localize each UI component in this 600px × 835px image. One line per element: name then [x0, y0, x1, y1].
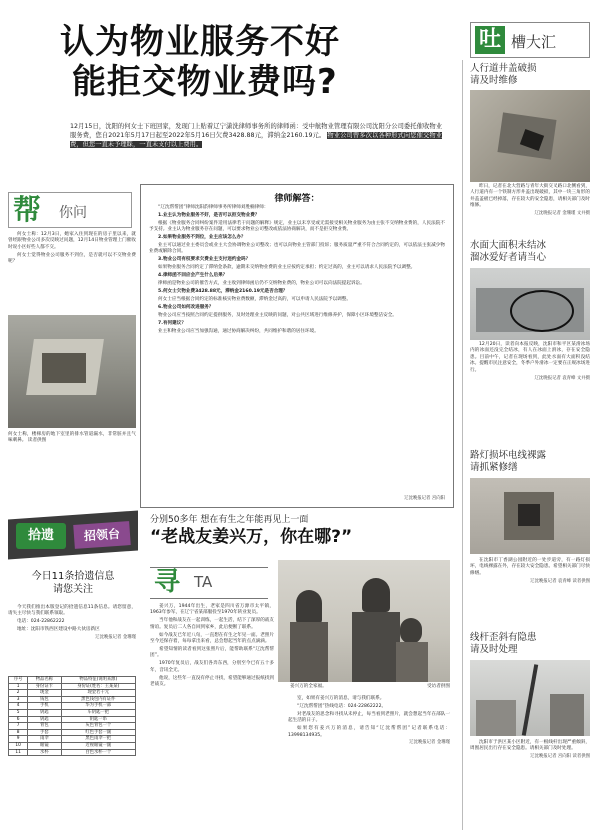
lawyer-q7: 7.有何建议？ [158, 320, 186, 326]
lawyer-a3: 如果物业服务合同约定了滞纳金条款，逾期未交纳物业费的业主应按约定承担；约定过高的，业主可以请求人民法院予以调整。 [158, 265, 416, 271]
help-caption-credit: 读者供图 [27, 438, 47, 444]
table-row [9, 703, 136, 710]
table-cell: 手套 [28, 729, 61, 736]
lost-table-wrap [8, 676, 136, 756]
right-item-4-title: 线杆歪斜有隐患 请及时处理 [470, 632, 537, 655]
table-cell: 眼镜 [28, 742, 61, 749]
lawyer-a7: 业主和物业公司应当加强沟通，通过协商解决纠纷，共同维护和谐的居住环境。 [158, 328, 319, 334]
table-cell: 红色手套一副 [61, 729, 135, 736]
table-cell: 10 [9, 742, 28, 749]
headline-line2: 能拒交物业费吗? [72, 62, 338, 102]
person-3-body-shape [396, 642, 428, 682]
lost-table-header [9, 677, 136, 684]
lawyer-q1: 1.业主认为物业服务不好，是否可以拒交物业费？ [158, 212, 260, 218]
seek-label: TA [194, 573, 213, 591]
lost-col-header: 序号 [9, 677, 28, 684]
table-row [9, 696, 136, 703]
table-cell: 车钥匙一把 [61, 709, 135, 716]
seek-headline-block [150, 514, 450, 548]
seek-story-p1: 姜兴万，1944年出生，老家是四川省万源市太平镇，1963年参军，在辽宁省某部服役至1970年转业复员。 [150, 604, 274, 616]
table-cell: 身份证(姓名：王某某) [61, 683, 135, 690]
tucao-char: 吐 [475, 26, 505, 54]
lost-address: 地址：沈阳市铁西区建设中路大伙房新区 [17, 627, 100, 633]
table-cell: 手机 [28, 703, 61, 710]
lawyer-q4: 4.律师函不回应会产生什么后果？ [158, 273, 228, 279]
lost-banner-right: 招领台 [73, 521, 131, 549]
person-1-shape [296, 590, 322, 624]
lost-intro: 今天我们推出本版登记的拾遗信息11条信息。请您留意，请失主尽快与我们联系领取。 [8, 605, 136, 617]
tucao-label: 槽大汇 [511, 33, 557, 51]
table-row [9, 742, 136, 749]
bang-char: 帮 [13, 193, 42, 226]
seek-story-p3: 如今战友已年近八旬，一直想在有生之年见一面。老照片至今还保存着，每每拿出来看，总会想起当年的点点滴滴。 [150, 632, 274, 645]
seek-right-p3: 对老战友的思念和寻找从未停止，每当看到老照片，就会想起当年在部队一起生活的日子。 [288, 711, 450, 724]
family-photo-caption [290, 684, 450, 690]
right-item-4-photo [470, 660, 590, 736]
right-item-2 [470, 240, 590, 264]
lost-credit: 辽沈晚报记者 金珊瑾 [95, 635, 136, 641]
help-caption-text: 何女士称，楼梯房的地下室里的排水管道漏水，非常脏并且气味刺鼻。 [8, 432, 136, 444]
right-item-1-body: 昨日，记者在北大营路与青年大街交叉路口北侧看到，人行道内有一个铁制方形井盖出现破损，其中一块三角形的井盖盖板已经掉落，存在较大的安全隐患，请相关部门及时维修。 [470, 184, 590, 209]
table-cell: 近视眼镜一副 [61, 742, 135, 749]
table-cell: 3 [9, 696, 28, 703]
seek-credit: 辽沈晚报记者 金珊瑾 [409, 740, 450, 746]
headline-line1: 认为物业服务不好 [60, 22, 340, 62]
lawyer-q3: 3.物业公司有权要求欠费业主支付违约金吗？ [158, 257, 251, 263]
help-photo-caption [8, 432, 136, 445]
lost-subtitle: 请您关注 [53, 584, 93, 595]
person-3-shape [400, 618, 422, 644]
table-cell: 雨伞 [28, 736, 61, 743]
lawyer-text [149, 205, 445, 336]
table-cell: 4 [9, 703, 28, 710]
table-row [9, 736, 136, 743]
table-cell: 5 [9, 709, 28, 716]
lead-paragraph [70, 122, 442, 149]
bang-label: 你问 [59, 205, 87, 221]
right-item-1-photo [470, 90, 590, 182]
person-1-body-shape [290, 622, 328, 682]
seek-story-p2: 当年他和战友在一起训练，一起生活，结下了深厚的战友情谊。复员后二人各自回到家乡，此后便断了联系。 [150, 618, 274, 630]
lost-phone: 电话：024-22862222 [17, 619, 65, 625]
table-row [9, 683, 136, 690]
table-cell: 9 [9, 736, 28, 743]
main-headline [60, 22, 440, 102]
table-cell: 背包 [28, 723, 61, 730]
right-item-4-text [470, 740, 590, 761]
right-item-4-credit: 辽沈晚报记者 宫向阳 读者供图 [530, 754, 590, 760]
right-item-1-credit: 辽沈晚报记者 金珊瑾 文并摄 [534, 211, 590, 217]
column-divider [462, 60, 463, 830]
table-row [9, 749, 136, 756]
person-2-body-shape [352, 612, 400, 682]
lost-banner-left: 拾遗 [16, 523, 66, 549]
right-item-3-title: 路灯损坏电线裸露 请抓紧修缮 [470, 450, 547, 473]
table-cell: 现金 [28, 690, 61, 697]
seek-char: 寻 [154, 567, 181, 597]
lawyer-q5: 5.何女士欠物业费3428.88元，滞纳金2160.19元是否合理？ [158, 288, 288, 294]
table-cell: 身份证卡 [28, 683, 61, 690]
right-item-2-photo [470, 268, 590, 340]
family-caption-text: 姜兴万的全家福。 [290, 684, 327, 689]
seek-kicker: 分别50多年 想在有生之年能再见上一面 [150, 515, 309, 525]
right-item-2-text [470, 342, 590, 382]
table-cell: 水杯 [28, 749, 61, 756]
table-cell: 黑色钱包内有证件 [61, 696, 135, 703]
help-story-p1: 何女士称：12月3日，她家入住到现在的房子里以来，就曾经跟物业公司多次反映过问题，12月14日物业管理上门催收时说小区好些人都不交。 [8, 232, 136, 250]
table-cell: 6 [9, 716, 28, 723]
table-cell: 2 [9, 690, 28, 697]
right-item-1-text [470, 184, 590, 218]
drain-hole-shape [42, 353, 86, 383]
right-item-4 [470, 632, 590, 656]
right-item-2-body: 12月20日，读者向本报反映，沈阳市和平区某滑冰场内的冰面还没完全结冰，有人在冰面上滑冰，存在安全隐患。目前中午，记者在现场看到，此处水面有大面积没结冰。提醒市民注意安全，冬季户外滑冰一定要在正规冰场进行。 [470, 342, 590, 373]
table-cell: 钥匙一串 [61, 716, 135, 723]
table-cell: 1 [9, 683, 28, 690]
building-shape [476, 700, 516, 736]
lawyer-box [140, 184, 454, 508]
help-photo [8, 315, 136, 428]
table-cell: 8 [9, 729, 28, 736]
building-shape-2 [550, 694, 584, 736]
lost-col-header: 物品特征(说明来源) [61, 677, 135, 684]
table-cell: 现金若干元 [61, 690, 135, 697]
right-item-3-text [470, 558, 590, 585]
table-cell: 钱包 [28, 696, 61, 703]
table-cell: 华为手机一部 [61, 703, 135, 710]
table-row [9, 709, 136, 716]
right-item-1 [470, 63, 590, 87]
tucao-banner [470, 22, 590, 58]
right-item-3-credit: 辽沈晚报记者 袁青峰 读者供图 [530, 578, 590, 584]
lawyer-q6: 6.物业公司如何改进服务？ [158, 304, 214, 310]
lead-highlight: 物业公司曾多次以各种形式向您催交物业费，但您一直未予理睬，一直未支付以上费用。 [70, 132, 442, 148]
lawyer-intro: “辽沈帮帮团”律师沈阳韵律师事务所律师刘胜楠律师： [158, 205, 269, 210]
right-item-3 [470, 450, 590, 474]
lost-col-header: 物品名称 [28, 677, 61, 684]
lost-title: 今日11条拾遗信息 [31, 571, 115, 582]
seek-story-p6: 他说，这些年一直没有停止寻找，希望能够通过报纸找到老战友。 [150, 675, 274, 687]
table-row [9, 716, 136, 723]
pole-shape [522, 664, 538, 736]
seek-headline: “老战友姜兴万，你在哪?” [150, 527, 353, 547]
seek-story [150, 604, 274, 690]
seek-right-p2: “辽沈帮帮团”热线电话：024-22862222。 [297, 703, 387, 709]
table-cell: 灰色背包一个 [61, 723, 135, 730]
lawyer-a5: 何女士应当根据合同约定的标准核实物业费数额，滞纳金过高的，可以申请人民法院予以调整。 [158, 296, 351, 302]
table-row [9, 723, 136, 730]
lawyer-title: 律师解答： [274, 194, 320, 204]
lawyer-q2: 2.如果物业服务不到位，业主应该怎么办？ [158, 235, 246, 241]
lamp-opening-shape [518, 504, 540, 526]
seek-story-p5: 1970年复员后，战友们各奔东西，分别至今已有五十多年，音讯全无。 [150, 661, 274, 673]
table-cell: 11 [9, 749, 28, 756]
help-story [8, 232, 136, 267]
seek-story-p4: 希望知情的读者看到这张照片后，能帮助联系“辽沈帮帮团”。 [150, 646, 274, 659]
lawyer-a4: 律师函是物业公司的催告方式，业主收到律师函后仍不交纳物业费的，物业公司可以向法院提起诉讼。 [158, 281, 365, 287]
right-item-3-photo [470, 478, 590, 554]
lost-intro-block [8, 605, 136, 642]
table-cell: 白色水杯一个 [61, 749, 135, 756]
right-item-3-body: 在沈阳市丁香湖公园附近的一处步道旁，有一路灯损坏，电线裸露在外，存在较大安全隐患。希望相关部门尽快修缮。 [470, 558, 590, 576]
table-cell: 黑色雨伞一把 [61, 736, 135, 743]
lawyer-a2: 业主可以通过业主委员会或业主大会协调物业公司整改；也可以向物业主管部门投诉；服务质量严重不符合合同约定的，可以依法主张减少物业费或解除合同。 [149, 243, 445, 255]
family-caption-credit: 受访者供图 [427, 684, 450, 689]
family-photo [278, 560, 450, 682]
lead-body: 12月15日，沈阳的何女士下班回家，发现门上贴着辽宁潇洗律师事务所的律师函：受中航物业管理有限公司沈阳分公司委托催收物业服务费，您自2021年5月17日起至2022年5月16日欠费3428.88元，滞纳金2160.19元。 [70, 123, 442, 139]
lawyer-a1: 根据《物业服务合同纠纷案件适用法律若干问题的解释》规定，业主以未享受或无需接受相关物业服务为由主张不交纳物业费的，人民法院不予支持。业主认为物业服务存在问题，可以要求物业公司整改或依法协商解决，而不是拒交物业费。 [149, 220, 445, 233]
lost-table [8, 676, 136, 756]
right-item-2-credit: 辽沈晚报记者 袁青峰 文并摄 [534, 375, 590, 381]
lawyer-a6: 物业公司应当按照合同约定提供服务，及时处理业主反映的问题，对公共区域进行维修养护，保障小区环境整洁安全。 [158, 312, 397, 318]
bang-banner [8, 192, 132, 228]
seek-right-p4: 如果您有姜兴万的消息，请告知“辽沈帮帮团”记者联系电话：13998134935。 [288, 726, 450, 738]
help-story-p2: 何女士觉得物业公司服务不到位，是否就可以不交物业费呢？ [8, 252, 136, 265]
lost-heading [10, 570, 136, 596]
table-row [9, 690, 136, 697]
right-item-2-title: 水面大面积未结冰 溜冰爱好者请当心 [470, 240, 547, 263]
right-item-1-title: 人行道井盖破损 请及时维修 [470, 63, 537, 86]
person-2-shape [362, 578, 390, 612]
seek-banner [150, 567, 268, 597]
seek-right-p1: 室，如果有姜兴万的消息，请与我们联系。 [297, 696, 385, 701]
seek-story-right [288, 696, 450, 747]
lost-banner [8, 515, 138, 559]
right-item-4-body: 沈阳市于洪区某小区附近，有一根线杆出现严重倾斜，周围居民出行存在安全隐患。请相关部门及时处理。 [470, 740, 590, 752]
lawyer-credit: 辽沈晚报记者 宫向阳 [404, 496, 445, 501]
table-cell: 7 [9, 723, 28, 730]
table-cell: 钥匙 [28, 709, 61, 716]
table-row [9, 729, 136, 736]
table-cell: 钥匙 [28, 716, 61, 723]
ice-circle-marker [510, 290, 574, 332]
